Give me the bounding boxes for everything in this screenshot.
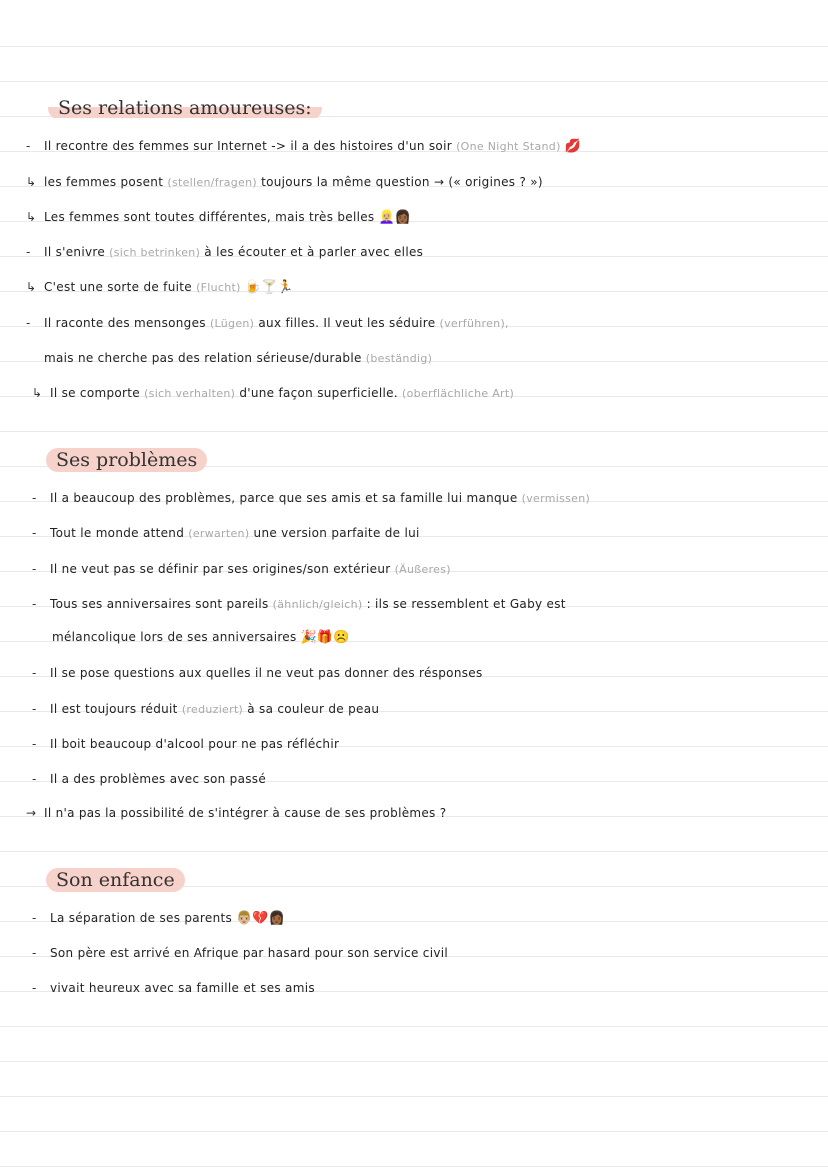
section-heading-enfance: Son enfance	[46, 868, 185, 892]
bullet: -	[32, 562, 37, 576]
list-item	[32, 737, 339, 751]
translation-note: (verführen),	[439, 317, 509, 330]
list-item	[32, 562, 451, 576]
list-item	[32, 911, 285, 926]
emoji: 👱🏼‍♀️👩🏾	[378, 210, 411, 225]
emoji: 🎉🎁☹️	[300, 630, 350, 645]
translation-note: (beständig)	[365, 352, 433, 365]
line-text: mélancolique lors de ses anniversaires	[52, 630, 297, 644]
list-item	[32, 597, 566, 611]
translation-note: (Flucht)	[196, 281, 241, 294]
bullet: -	[32, 737, 37, 751]
list-item	[26, 139, 581, 154]
bullet: ↳	[32, 386, 43, 400]
line-text: Il s'enivre	[44, 245, 106, 259]
translation-note: (One Night Stand)	[456, 140, 561, 153]
translation-note: (ähnlich/gleich)	[272, 598, 363, 611]
line-text: La séparation de ses parents	[50, 911, 233, 925]
bullet: -	[32, 526, 37, 540]
line-text: Il est toujours réduit	[50, 702, 178, 716]
line-text: Tout le monde attend	[50, 526, 185, 540]
line-text: les femmes posent	[44, 175, 164, 189]
line-text: Il n'a pas la possibilité de s'intégrer à cause de ses problèmes ?	[44, 806, 447, 820]
line-text: Son père est arrivé en Afrique par hasard pour son service civil	[50, 946, 449, 960]
line-text-continued: une version parfaite de lui	[253, 526, 420, 540]
list-item	[44, 351, 432, 365]
translation-note: (sich betrinken)	[109, 246, 201, 259]
bullet: -	[32, 981, 37, 995]
line-text: Il a beaucoup des problèmes, parce que ses amis et sa famille lui manque	[50, 491, 518, 505]
translation-note: (stellen/fragen)	[167, 176, 257, 189]
list-item	[26, 806, 446, 820]
bullet: -	[32, 946, 37, 960]
line-text: Il raconte des mensonges	[44, 316, 206, 330]
list-item	[32, 981, 315, 995]
section-heading-problemes: Ses problèmes	[46, 448, 207, 472]
line-text: Il ne veut pas se définir par ses origines/son extérieur	[50, 562, 391, 576]
bullet: -	[26, 139, 31, 153]
list-item	[26, 316, 509, 330]
emoji: 💋	[564, 139, 581, 154]
line-text: Tous ses anniversaires sont pareils	[50, 597, 269, 611]
line-text: Il se comporte	[50, 386, 140, 400]
line-text: C'est une sorte de fuite	[44, 280, 192, 294]
line-text: vivait heureux avec sa famille et ses amis	[50, 981, 315, 995]
line-text: mais ne cherche pas des relation sérieuse/durable	[44, 351, 362, 365]
emoji: 🍺🍸🏃	[244, 280, 294, 295]
translation-note: (erwarten)	[188, 527, 250, 540]
line-text: Il recontre des femmes sur Internet -> il a des histoires d'un soir	[44, 139, 452, 153]
list-item	[32, 386, 514, 400]
bullet: ↳	[26, 175, 37, 189]
line-text-continued: d'une façon superficielle.	[239, 386, 398, 400]
bullet: ↳	[26, 210, 37, 224]
emoji: 👨🏼💔👩🏾	[236, 911, 285, 926]
line-text: Les femmes sont toutes différentes, mais très belles	[44, 210, 375, 224]
list-item	[52, 630, 349, 645]
bullet: -	[26, 245, 31, 259]
bullet: -	[32, 702, 37, 716]
line-text-continued: toujours la même question → (« origines ? »)	[261, 175, 543, 189]
bullet: -	[32, 911, 37, 925]
line-text: Il a des problèmes avec son passé	[50, 772, 267, 786]
translation-note: (vermissen)	[521, 492, 591, 505]
list-item	[26, 245, 423, 259]
list-item	[26, 210, 411, 225]
line-text-continued: : ils se ressemblent et Gaby est	[366, 597, 566, 611]
line-text-continued: à sa couleur de peau	[247, 702, 380, 716]
bullet: -	[32, 491, 37, 505]
bullet: ↳	[26, 280, 37, 294]
translation-note: (oberflächliche Art)	[402, 387, 515, 400]
translation-note: (Lügen)	[209, 317, 255, 330]
arrow-bullet: →	[26, 806, 37, 820]
line-text: Il se pose questions aux quelles il ne veut pas donner des résponses	[50, 666, 483, 680]
translation-note: (reduziert)	[181, 703, 244, 716]
list-item	[32, 491, 590, 505]
list-item	[26, 280, 293, 295]
list-item	[32, 772, 266, 786]
list-item	[32, 702, 379, 716]
line-text: Il boit beaucoup d'alcool pour ne pas réfléchir	[50, 737, 340, 751]
section-heading-relations: Ses relations amoureuses:	[48, 96, 322, 120]
translation-note: (sich verhalten)	[144, 387, 236, 400]
bullet: -	[26, 316, 31, 330]
bullet: -	[32, 597, 37, 611]
bullet: -	[32, 772, 37, 786]
line-text-continued: aux filles. Il veut les séduire	[258, 316, 436, 330]
list-item	[32, 526, 420, 540]
list-item	[32, 946, 448, 960]
bullet: -	[32, 666, 37, 680]
translation-note: (Äußeres)	[394, 563, 451, 576]
list-item	[32, 666, 483, 680]
list-item	[26, 175, 543, 189]
line-text-continued: à les écouter et à parler avec elles	[204, 245, 424, 259]
